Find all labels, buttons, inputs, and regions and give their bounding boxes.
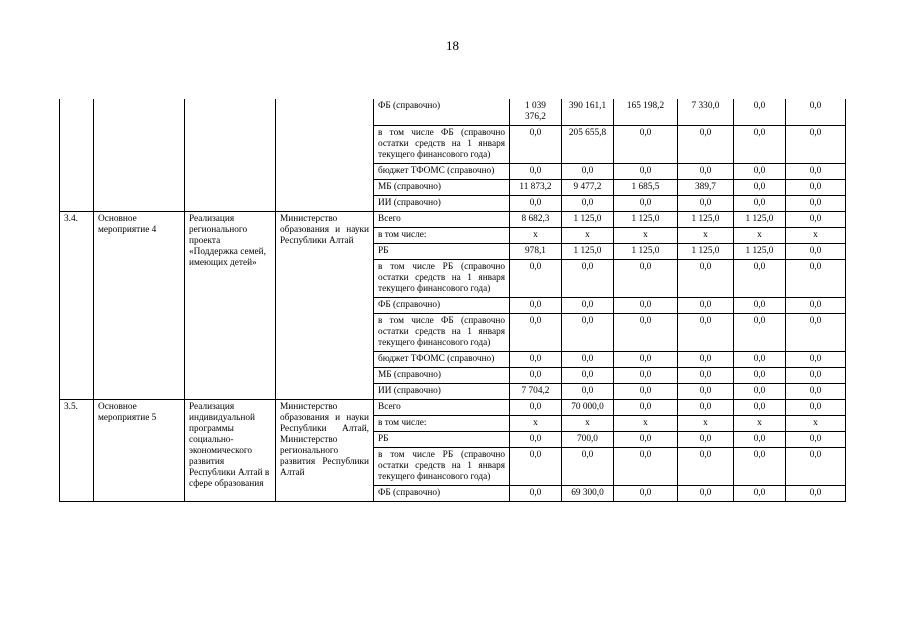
value-cell: х — [734, 416, 786, 432]
value-cell: 0,0 — [678, 314, 734, 352]
value-cell: 0,0 — [678, 298, 734, 314]
value-cell: 1 125,0 — [678, 212, 734, 228]
value-cell: 0,0 — [786, 180, 846, 196]
value-cell: 0,0 — [614, 486, 678, 502]
value-cell: 0,0 — [510, 368, 562, 384]
row-number: 3.5. — [60, 400, 94, 502]
funding-source: в том числе ФБ (справочно остатки средств на 1 января текущего финансового года) — [374, 126, 510, 164]
value-cell: 0,0 — [562, 196, 614, 212]
funding-source: в том числе: — [374, 416, 510, 432]
value-cell: 0,0 — [786, 384, 846, 400]
value-cell: 0,0 — [510, 352, 562, 368]
funding-source: Всего — [374, 212, 510, 228]
value-cell: 0,0 — [734, 260, 786, 298]
value-cell: 0,0 — [510, 298, 562, 314]
value-cell: х — [562, 228, 614, 244]
value-cell: 0,0 — [786, 486, 846, 502]
value-cell: х — [614, 416, 678, 432]
funding-source: в том числе ФБ (справочно остатки средств на 1 января текущего финансового года) — [374, 314, 510, 352]
value-cell: 69 300,0 — [562, 486, 614, 502]
value-cell: 1 125,0 — [614, 212, 678, 228]
value-cell: 7 330,0 — [678, 99, 734, 126]
value-cell: 389,7 — [678, 180, 734, 196]
value-cell: 0,0 — [614, 448, 678, 486]
event-name: Реализация индивидуальной программы социально-экономического развития Республики Алтай в сфере образования — [185, 400, 276, 502]
funding-source: ФБ (справочно) — [374, 298, 510, 314]
funding-source: Всего — [374, 400, 510, 416]
value-cell: 0,0 — [786, 298, 846, 314]
funding-source: в том числе РБ (справочно остатки средств на 1 января текущего финансового года) — [374, 260, 510, 298]
value-cell: 0,0 — [510, 448, 562, 486]
value-cell: 0,0 — [734, 164, 786, 180]
value-cell: 205 655,8 — [562, 126, 614, 164]
value-cell: 0,0 — [786, 99, 846, 126]
value-cell: 390 161,1 — [562, 99, 614, 126]
value-cell: 0,0 — [678, 126, 734, 164]
table-row — [60, 212, 846, 228]
event-type: Основное мероприятие 4 — [94, 212, 185, 400]
value-cell: 0,0 — [510, 432, 562, 448]
event-type — [94, 99, 185, 212]
value-cell: 0,0 — [510, 260, 562, 298]
funding-source: РБ — [374, 432, 510, 448]
row-number — [60, 99, 94, 212]
event-name: Реализация регионального проекта «Поддержка семей, имеющих детей» — [185, 212, 276, 400]
value-cell: 0,0 — [734, 400, 786, 416]
value-cell: 0,0 — [614, 352, 678, 368]
value-cell: 0,0 — [678, 400, 734, 416]
funding-source: в том числе РБ (справочно остатки средств на 1 января текущего финансового года) — [374, 448, 510, 486]
value-cell: 0,0 — [614, 384, 678, 400]
value-cell: 0,0 — [614, 164, 678, 180]
value-cell: 0,0 — [510, 486, 562, 502]
value-cell: 0,0 — [678, 486, 734, 502]
table-row — [60, 400, 846, 416]
executor: Министерство образования и науки Республики Алтай, Министерство регионального развития Республики Алтай — [276, 400, 374, 502]
value-cell: 0,0 — [734, 352, 786, 368]
funding-source: ФБ (справочно) — [374, 99, 510, 126]
value-cell: 0,0 — [614, 314, 678, 352]
value-cell: 0,0 — [786, 314, 846, 352]
value-cell: 1 125,0 — [562, 212, 614, 228]
value-cell: х — [510, 228, 562, 244]
value-cell: 1 685,5 — [614, 180, 678, 196]
value-cell: 8 682,3 — [510, 212, 562, 228]
value-cell: 0,0 — [614, 432, 678, 448]
funding-source: РБ — [374, 244, 510, 260]
budget-table — [59, 99, 846, 502]
executor: Министерство образования и науки Республики Алтай — [276, 212, 374, 400]
value-cell: 0,0 — [734, 432, 786, 448]
value-cell: 0,0 — [786, 244, 846, 260]
funding-source: бюджет ТФОМС (справочно) — [374, 352, 510, 368]
value-cell: 1 125,0 — [562, 244, 614, 260]
value-cell: 0,0 — [734, 368, 786, 384]
value-cell: 0,0 — [734, 486, 786, 502]
table-row — [60, 99, 846, 126]
value-cell: 0,0 — [562, 260, 614, 298]
value-cell: 0,0 — [734, 384, 786, 400]
value-cell: 11 873,2 — [510, 180, 562, 196]
value-cell: 0,0 — [562, 298, 614, 314]
value-cell: 0,0 — [562, 352, 614, 368]
value-cell: х — [678, 416, 734, 432]
value-cell: 0,0 — [786, 164, 846, 180]
event-type: Основное мероприятие 5 — [94, 400, 185, 502]
value-cell: 9 477,2 — [562, 180, 614, 196]
value-cell: 0,0 — [678, 260, 734, 298]
value-cell: 0,0 — [786, 432, 846, 448]
page-number: 18 — [446, 38, 459, 53]
value-cell: 0,0 — [614, 126, 678, 164]
value-cell: 0,0 — [614, 400, 678, 416]
value-cell: 0,0 — [734, 99, 786, 126]
funding-source: ИИ (справочно) — [374, 196, 510, 212]
value-cell: 0,0 — [786, 448, 846, 486]
value-cell: 1 125,0 — [678, 244, 734, 260]
value-cell: 1 125,0 — [614, 244, 678, 260]
funding-source: бюджет ТФОМС (справочно) — [374, 164, 510, 180]
value-cell: 1 125,0 — [734, 212, 786, 228]
value-cell: 0,0 — [678, 368, 734, 384]
value-cell: 0,0 — [734, 196, 786, 212]
value-cell: 0,0 — [678, 432, 734, 448]
value-cell: 0,0 — [562, 368, 614, 384]
value-cell: 0,0 — [734, 126, 786, 164]
value-cell: 0,0 — [562, 384, 614, 400]
value-cell: 0,0 — [786, 352, 846, 368]
value-cell: 0,0 — [562, 164, 614, 180]
value-cell: х — [786, 416, 846, 432]
value-cell: 0,0 — [786, 126, 846, 164]
value-cell: х — [562, 416, 614, 432]
value-cell: х — [786, 228, 846, 244]
value-cell: 0,0 — [614, 196, 678, 212]
value-cell: 0,0 — [734, 180, 786, 196]
value-cell: 0,0 — [678, 196, 734, 212]
value-cell: 0,0 — [562, 448, 614, 486]
value-cell: х — [510, 416, 562, 432]
value-cell: 7 704,2 — [510, 384, 562, 400]
value-cell: 0,0 — [510, 164, 562, 180]
value-cell: 0,0 — [786, 196, 846, 212]
value-cell: 0,0 — [734, 314, 786, 352]
value-cell: 0,0 — [734, 298, 786, 314]
value-cell: 0,0 — [786, 212, 846, 228]
value-cell: 978,1 — [510, 244, 562, 260]
value-cell: 1 039 376,2 — [510, 99, 562, 126]
value-cell: 0,0 — [786, 260, 846, 298]
value-cell: 165 198,2 — [614, 99, 678, 126]
value-cell: 0,0 — [614, 368, 678, 384]
value-cell: 0,0 — [678, 384, 734, 400]
value-cell: 0,0 — [678, 164, 734, 180]
value-cell: х — [678, 228, 734, 244]
value-cell: 0,0 — [510, 314, 562, 352]
event-name — [185, 99, 276, 212]
funding-source: МБ (справочно) — [374, 180, 510, 196]
value-cell: 0,0 — [734, 448, 786, 486]
value-cell: 0,0 — [678, 448, 734, 486]
value-cell: х — [734, 228, 786, 244]
value-cell: 0,0 — [614, 298, 678, 314]
value-cell: 1 125,0 — [734, 244, 786, 260]
value-cell: 0,0 — [510, 400, 562, 416]
value-cell: 0,0 — [678, 352, 734, 368]
value-cell: 0,0 — [510, 126, 562, 164]
value-cell: 0,0 — [614, 260, 678, 298]
value-cell: 70 000,0 — [562, 400, 614, 416]
row-number: 3.4. — [60, 212, 94, 400]
funding-source: в том числе: — [374, 228, 510, 244]
executor — [276, 99, 374, 212]
funding-source: ИИ (справочно) — [374, 384, 510, 400]
funding-source: ФБ (справочно) — [374, 486, 510, 502]
value-cell: 0,0 — [786, 400, 846, 416]
value-cell: 700,0 — [562, 432, 614, 448]
funding-source: МБ (справочно) — [374, 368, 510, 384]
value-cell: х — [614, 228, 678, 244]
value-cell: 0,0 — [562, 314, 614, 352]
value-cell: 0,0 — [510, 196, 562, 212]
value-cell: 0,0 — [786, 368, 846, 384]
